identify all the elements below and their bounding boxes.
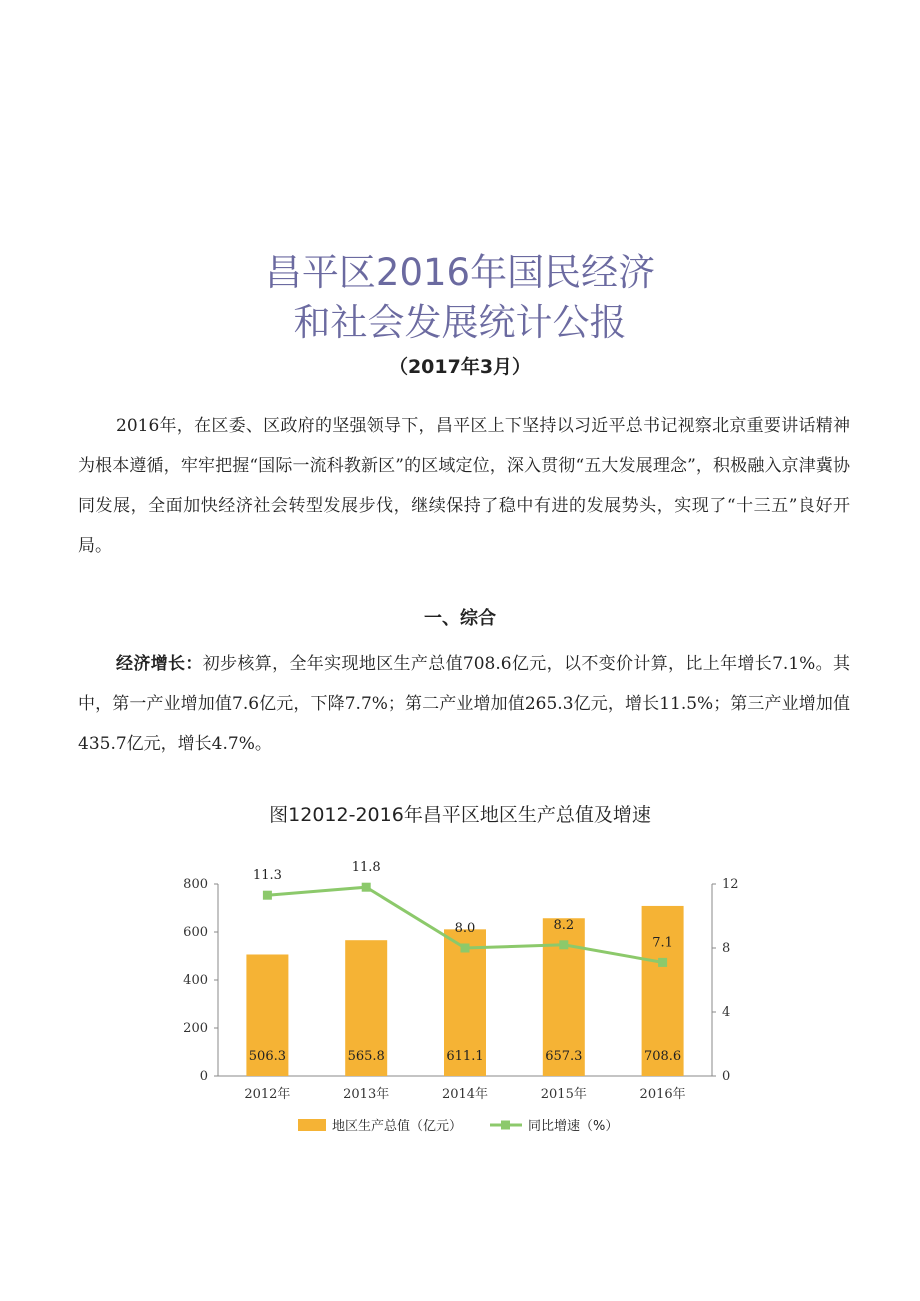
growth-rate-point xyxy=(658,958,667,967)
gdp-bar-label: 506.3 xyxy=(248,1049,287,1064)
growth-rate-point xyxy=(559,940,568,949)
gdp-bar-label: 611.1 xyxy=(446,1049,484,1064)
left-axis-tick-label: 800 xyxy=(183,877,208,892)
economic-growth-text: 初步核算，全年实现地区生产总值708.6亿元，以不变价计算，比上年增长7.1%。其中，第一产业增加值7.6亿元，下降7.7%；第二产业增加值265.3亿元，增长11.5%；第三产业增加值435.7亿元，增长4.7%。 xyxy=(78,654,851,754)
gdp-bar-label: 565.8 xyxy=(347,1049,385,1064)
growth-rate-point xyxy=(461,944,470,953)
economic-growth-lead: 经济增长： xyxy=(116,654,203,674)
right-axis-tick-label: 4 xyxy=(722,1005,731,1020)
growth-rate-label: 8.2 xyxy=(553,917,575,933)
section-heading-overview: 一、综合 xyxy=(424,608,496,629)
x-axis-category-label: 2012年 xyxy=(244,1087,291,1102)
left-axis-tick-label: 400 xyxy=(183,973,208,988)
left-axis-tick-label: 600 xyxy=(183,925,208,940)
report-title-line2: 和社会发展统计公报 xyxy=(293,301,627,344)
x-axis-category-label: 2015年 xyxy=(540,1087,587,1102)
legend-bar-label: 地区生产总值（亿元） xyxy=(332,1119,463,1134)
report-title-line1: 昌平区2016年国民经济 xyxy=(264,251,656,294)
gdp-bar-label: 708.6 xyxy=(643,1049,682,1064)
x-axis-category-label: 2016年 xyxy=(639,1087,686,1102)
gdp-growth-chart xyxy=(160,850,780,1150)
growth-rate-label: 11.8 xyxy=(351,860,381,876)
legend-line-label: 同比增速（%） xyxy=(528,1119,619,1134)
growth-rate-point xyxy=(362,883,371,892)
left-axis-tick-label: 0 xyxy=(199,1069,208,1084)
legend-bar-swatch xyxy=(298,1119,326,1131)
right-axis-tick-label: 12 xyxy=(722,877,739,892)
chart-title: 图12012-2016年昌平区地区生产总值及增速 xyxy=(269,804,651,826)
left-axis-tick-label: 200 xyxy=(183,1021,208,1036)
chart-plot-area xyxy=(183,860,738,1134)
x-axis-category-label: 2014年 xyxy=(441,1087,489,1102)
x-axis-category-label: 2013年 xyxy=(343,1087,390,1102)
economic-growth-paragraph xyxy=(78,644,850,764)
intro-paragraph: 2016年，在区委、区政府的坚强领导下，昌平区上下坚持以习近平总书记视察北京重要讲话精神为根本遵循，牢牢把握“国际一流科教新区”的区域定位，深入贯彻“五大发展理念”，积极融入京津冀协同发展，全面加快经济社会转型发展步伐，继续保持了稳中有进的发展势头，实现了“十三五”良好开局。 xyxy=(78,416,850,556)
growth-rate-label: 7.1 xyxy=(652,935,673,951)
right-axis-tick-label: 0 xyxy=(722,1069,731,1084)
right-axis-tick-label: 8 xyxy=(722,941,731,956)
gdp-bar-label: 657.3 xyxy=(545,1049,583,1064)
report-date: （2017年3月） xyxy=(388,356,532,378)
growth-rate-point xyxy=(263,891,272,900)
growth-rate-label: 8.0 xyxy=(454,921,476,936)
legend-line-marker xyxy=(501,1121,510,1130)
growth-rate-label: 11.3 xyxy=(252,868,282,884)
